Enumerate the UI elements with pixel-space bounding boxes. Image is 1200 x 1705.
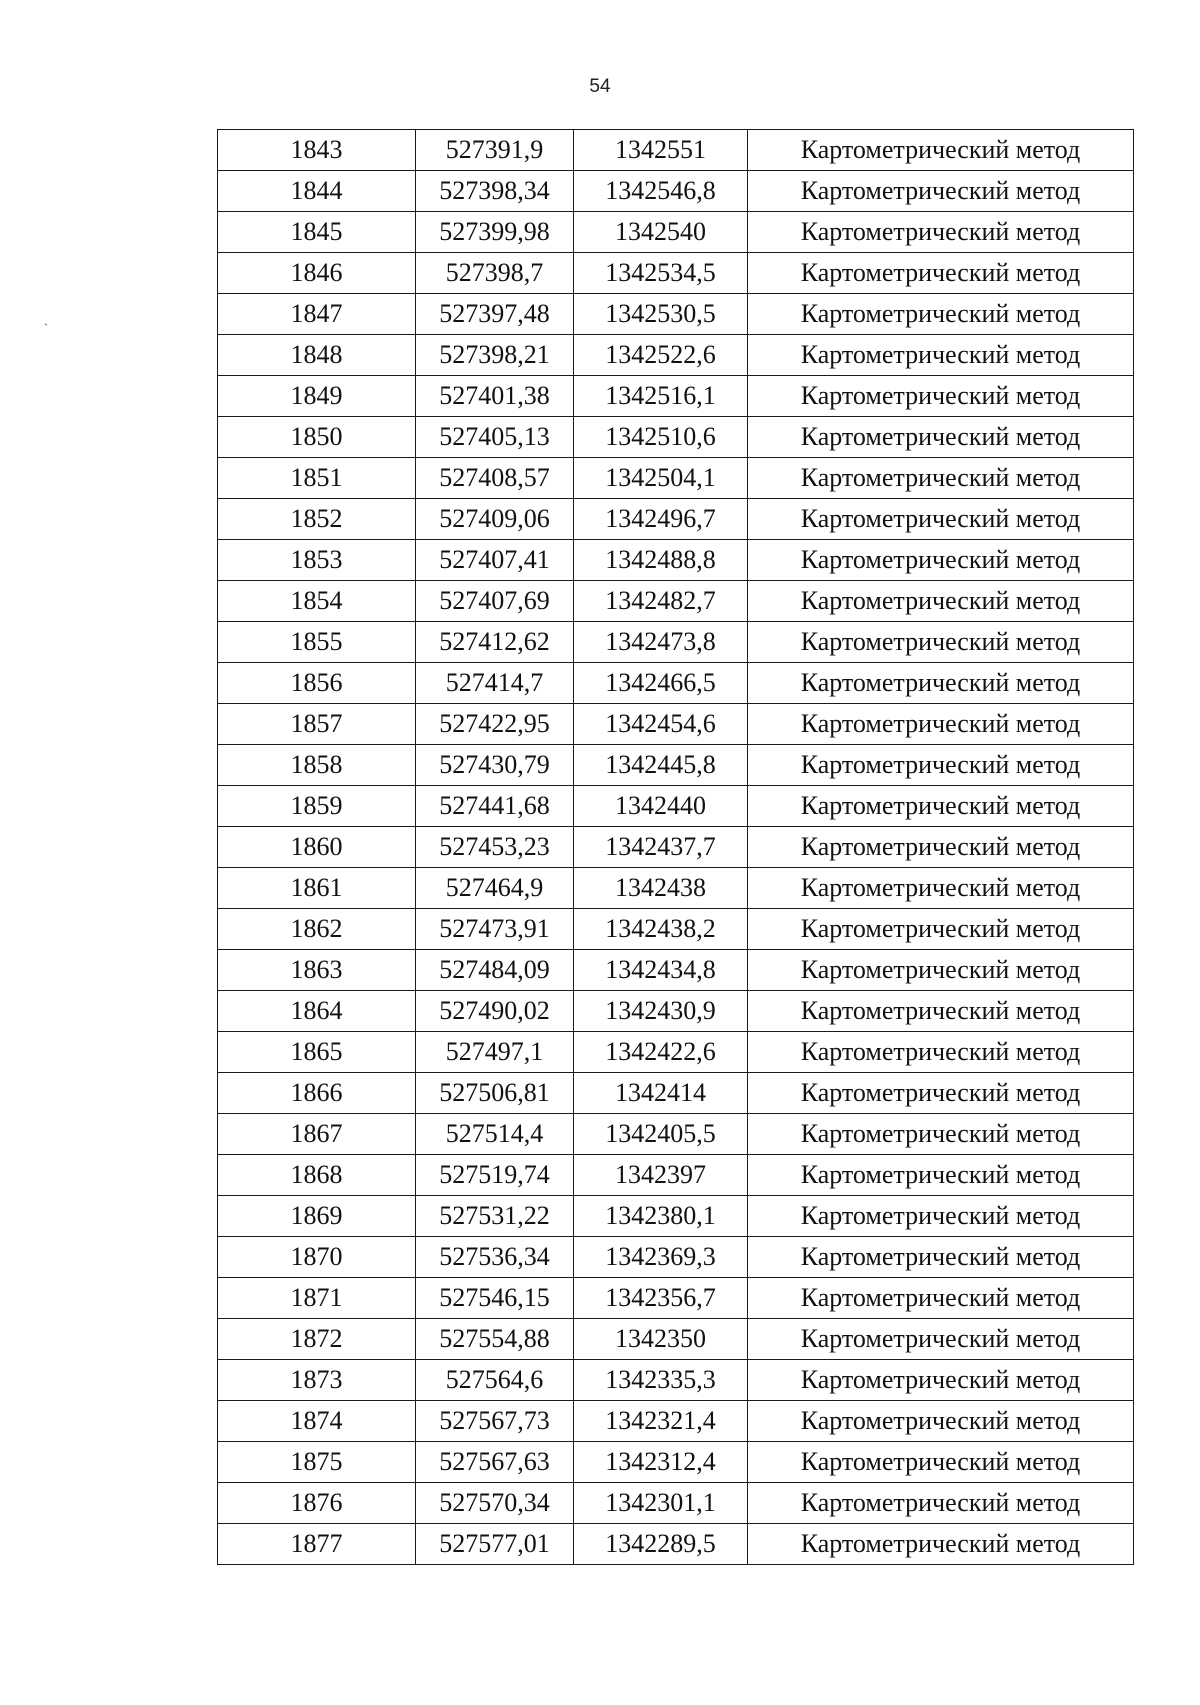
x-coordinate-cell: 527391,9 — [416, 130, 574, 171]
table-row — [218, 212, 1134, 253]
method-cell: Картометрический метод — [748, 1114, 1134, 1155]
point-number-cell: 1855 — [218, 622, 416, 663]
table-row — [218, 458, 1134, 499]
x-coordinate-cell: 527567,63 — [416, 1442, 574, 1483]
x-coordinate-cell: 527453,23 — [416, 827, 574, 868]
y-coordinate-cell: 1342414 — [574, 1073, 748, 1114]
y-coordinate-cell: 1342530,5 — [574, 294, 748, 335]
point-number-cell: 1856 — [218, 663, 416, 704]
table-row — [218, 581, 1134, 622]
point-number-cell: 1849 — [218, 376, 416, 417]
x-coordinate-cell: 527401,38 — [416, 376, 574, 417]
point-number-cell: 1845 — [218, 212, 416, 253]
table-row — [218, 1442, 1134, 1483]
y-coordinate-cell: 1342466,5 — [574, 663, 748, 704]
coordinates-table — [217, 129, 1134, 1565]
x-coordinate-cell: 527554,88 — [416, 1319, 574, 1360]
x-coordinate-cell: 527514,4 — [416, 1114, 574, 1155]
y-coordinate-cell: 1342438,2 — [574, 909, 748, 950]
method-cell: Картометрический метод — [748, 171, 1134, 212]
x-coordinate-cell: 527397,48 — [416, 294, 574, 335]
x-coordinate-cell: 527405,13 — [416, 417, 574, 458]
point-number-cell: 1850 — [218, 417, 416, 458]
point-number-cell: 1859 — [218, 786, 416, 827]
table-row — [218, 950, 1134, 991]
point-number-cell: 1866 — [218, 1073, 416, 1114]
y-coordinate-cell: 1342312,4 — [574, 1442, 748, 1483]
table-row — [218, 335, 1134, 376]
table-row — [218, 253, 1134, 294]
y-coordinate-cell: 1342504,1 — [574, 458, 748, 499]
x-coordinate-cell: 527546,15 — [416, 1278, 574, 1319]
y-coordinate-cell: 1342540 — [574, 212, 748, 253]
table-row — [218, 1483, 1134, 1524]
method-cell: Картометрический метод — [748, 335, 1134, 376]
y-coordinate-cell: 1342440 — [574, 786, 748, 827]
point-number-cell: 1852 — [218, 499, 416, 540]
table-row — [218, 704, 1134, 745]
table-row — [218, 1278, 1134, 1319]
method-cell: Картометрический метод — [748, 868, 1134, 909]
method-cell: Картометрический метод — [748, 622, 1134, 663]
method-cell: Картометрический метод — [748, 1032, 1134, 1073]
table-row — [218, 1401, 1134, 1442]
x-coordinate-cell: 527398,21 — [416, 335, 574, 376]
x-coordinate-cell: 527407,41 — [416, 540, 574, 581]
point-number-cell: 1853 — [218, 540, 416, 581]
method-cell: Картометрический метод — [748, 1360, 1134, 1401]
point-number-cell: 1843 — [218, 130, 416, 171]
point-number-cell: 1867 — [218, 1114, 416, 1155]
point-number-cell: 1873 — [218, 1360, 416, 1401]
x-coordinate-cell: 527531,22 — [416, 1196, 574, 1237]
y-coordinate-cell: 1342422,6 — [574, 1032, 748, 1073]
x-coordinate-cell: 527564,6 — [416, 1360, 574, 1401]
method-cell: Картометрический метод — [748, 376, 1134, 417]
point-number-cell: 1862 — [218, 909, 416, 950]
table-row — [218, 745, 1134, 786]
point-number-cell: 1877 — [218, 1524, 416, 1565]
point-number-cell: 1858 — [218, 745, 416, 786]
y-coordinate-cell: 1342496,7 — [574, 499, 748, 540]
point-number-cell: 1871 — [218, 1278, 416, 1319]
method-cell: Картометрический метод — [748, 1442, 1134, 1483]
x-coordinate-cell: 527422,95 — [416, 704, 574, 745]
y-coordinate-cell: 1342437,7 — [574, 827, 748, 868]
x-coordinate-cell: 527473,91 — [416, 909, 574, 950]
method-cell: Картометрический метод — [748, 1483, 1134, 1524]
y-coordinate-cell: 1342369,3 — [574, 1237, 748, 1278]
y-coordinate-cell: 1342350 — [574, 1319, 748, 1360]
point-number-cell: 1860 — [218, 827, 416, 868]
method-cell: Картометрический метод — [748, 1155, 1134, 1196]
table-row — [218, 1114, 1134, 1155]
point-number-cell: 1844 — [218, 171, 416, 212]
table-row — [218, 1196, 1134, 1237]
x-coordinate-cell: 527412,62 — [416, 622, 574, 663]
table-row — [218, 827, 1134, 868]
y-coordinate-cell: 1342321,4 — [574, 1401, 748, 1442]
y-coordinate-cell: 1342482,7 — [574, 581, 748, 622]
y-coordinate-cell: 1342335,3 — [574, 1360, 748, 1401]
method-cell: Картометрический метод — [748, 294, 1134, 335]
x-coordinate-cell: 527570,34 — [416, 1483, 574, 1524]
point-number-cell: 1872 — [218, 1319, 416, 1360]
method-cell: Картометрический метод — [748, 417, 1134, 458]
page-number: 54 — [589, 76, 611, 97]
y-coordinate-cell: 1342516,1 — [574, 376, 748, 417]
table-row — [218, 1032, 1134, 1073]
x-coordinate-cell: 527567,73 — [416, 1401, 574, 1442]
y-coordinate-cell: 1342356,7 — [574, 1278, 748, 1319]
point-number-cell: 1870 — [218, 1237, 416, 1278]
y-coordinate-cell: 1342510,6 — [574, 417, 748, 458]
method-cell: Картометрический метод — [748, 909, 1134, 950]
method-cell: Картометрический метод — [748, 1073, 1134, 1114]
method-cell: Картометрический метод — [748, 1196, 1134, 1237]
table-row — [218, 417, 1134, 458]
point-number-cell: 1864 — [218, 991, 416, 1032]
table-row — [218, 663, 1134, 704]
y-coordinate-cell: 1342454,6 — [574, 704, 748, 745]
y-coordinate-cell: 1342445,8 — [574, 745, 748, 786]
x-coordinate-cell: 527490,02 — [416, 991, 574, 1032]
x-coordinate-cell: 527407,69 — [416, 581, 574, 622]
method-cell: Картометрический метод — [748, 827, 1134, 868]
method-cell: Картометрический метод — [748, 1319, 1134, 1360]
table-row — [218, 786, 1134, 827]
x-coordinate-cell: 527577,01 — [416, 1524, 574, 1565]
y-coordinate-cell: 1342430,9 — [574, 991, 748, 1032]
x-coordinate-cell: 527398,7 — [416, 253, 574, 294]
y-coordinate-cell: 1342434,8 — [574, 950, 748, 991]
method-cell: Картометрический метод — [748, 704, 1134, 745]
method-cell: Картометрический метод — [748, 1237, 1134, 1278]
y-coordinate-cell: 1342473,8 — [574, 622, 748, 663]
y-coordinate-cell: 1342488,8 — [574, 540, 748, 581]
table-row — [218, 622, 1134, 663]
x-coordinate-cell: 527408,57 — [416, 458, 574, 499]
y-coordinate-cell: 1342551 — [574, 130, 748, 171]
method-cell: Картометрический метод — [748, 663, 1134, 704]
table-row — [218, 1360, 1134, 1401]
method-cell: Картометрический метод — [748, 950, 1134, 991]
method-cell: Картометрический метод — [748, 540, 1134, 581]
x-coordinate-cell: 527484,09 — [416, 950, 574, 991]
x-coordinate-cell: 527398,34 — [416, 171, 574, 212]
y-coordinate-cell: 1342301,1 — [574, 1483, 748, 1524]
point-number-cell: 1848 — [218, 335, 416, 376]
point-number-cell: 1847 — [218, 294, 416, 335]
x-coordinate-cell: 527497,1 — [416, 1032, 574, 1073]
table-row — [218, 1237, 1134, 1278]
x-coordinate-cell: 527464,9 — [416, 868, 574, 909]
y-coordinate-cell: 1342397 — [574, 1155, 748, 1196]
method-cell: Картометрический метод — [748, 786, 1134, 827]
point-number-cell: 1875 — [218, 1442, 416, 1483]
y-coordinate-cell: 1342405,5 — [574, 1114, 748, 1155]
x-coordinate-cell: 527414,7 — [416, 663, 574, 704]
table-row — [218, 1155, 1134, 1196]
y-coordinate-cell: 1342546,8 — [574, 171, 748, 212]
method-cell: Картометрический метод — [748, 581, 1134, 622]
stray-mark: ˎ — [44, 312, 48, 326]
point-number-cell: 1863 — [218, 950, 416, 991]
point-number-cell: 1865 — [218, 1032, 416, 1073]
y-coordinate-cell: 1342522,6 — [574, 335, 748, 376]
point-number-cell: 1861 — [218, 868, 416, 909]
table-row — [218, 499, 1134, 540]
point-number-cell: 1869 — [218, 1196, 416, 1237]
point-number-cell: 1851 — [218, 458, 416, 499]
method-cell: Картометрический метод — [748, 130, 1134, 171]
y-coordinate-cell: 1342289,5 — [574, 1524, 748, 1565]
point-number-cell: 1868 — [218, 1155, 416, 1196]
method-cell: Картометрический метод — [748, 1401, 1134, 1442]
table-row — [218, 868, 1134, 909]
table-row — [218, 1319, 1134, 1360]
point-number-cell: 1857 — [218, 704, 416, 745]
method-cell: Картометрический метод — [748, 212, 1134, 253]
y-coordinate-cell: 1342534,5 — [574, 253, 748, 294]
method-cell: Картометрический метод — [748, 745, 1134, 786]
point-number-cell: 1854 — [218, 581, 416, 622]
method-cell: Картометрический метод — [748, 991, 1134, 1032]
method-cell: Картометрический метод — [748, 1524, 1134, 1565]
x-coordinate-cell: 527441,68 — [416, 786, 574, 827]
x-coordinate-cell: 527519,74 — [416, 1155, 574, 1196]
coordinates-table-body — [218, 130, 1134, 1565]
x-coordinate-cell: 527409,06 — [416, 499, 574, 540]
table-row — [218, 376, 1134, 417]
table-row — [218, 171, 1134, 212]
x-coordinate-cell: 527430,79 — [416, 745, 574, 786]
table-row — [218, 294, 1134, 335]
x-coordinate-cell: 527506,81 — [416, 1073, 574, 1114]
table-row — [218, 540, 1134, 581]
point-number-cell: 1876 — [218, 1483, 416, 1524]
method-cell: Картометрический метод — [748, 1278, 1134, 1319]
table-row — [218, 909, 1134, 950]
y-coordinate-cell: 1342438 — [574, 868, 748, 909]
table-row — [218, 1073, 1134, 1114]
x-coordinate-cell: 527536,34 — [416, 1237, 574, 1278]
point-number-cell: 1874 — [218, 1401, 416, 1442]
method-cell: Картометрический метод — [748, 253, 1134, 294]
table-row — [218, 991, 1134, 1032]
point-number-cell: 1846 — [218, 253, 416, 294]
method-cell: Картометрический метод — [748, 458, 1134, 499]
table-row — [218, 130, 1134, 171]
method-cell: Картометрический метод — [748, 499, 1134, 540]
x-coordinate-cell: 527399,98 — [416, 212, 574, 253]
y-coordinate-cell: 1342380,1 — [574, 1196, 748, 1237]
table-row — [218, 1524, 1134, 1565]
